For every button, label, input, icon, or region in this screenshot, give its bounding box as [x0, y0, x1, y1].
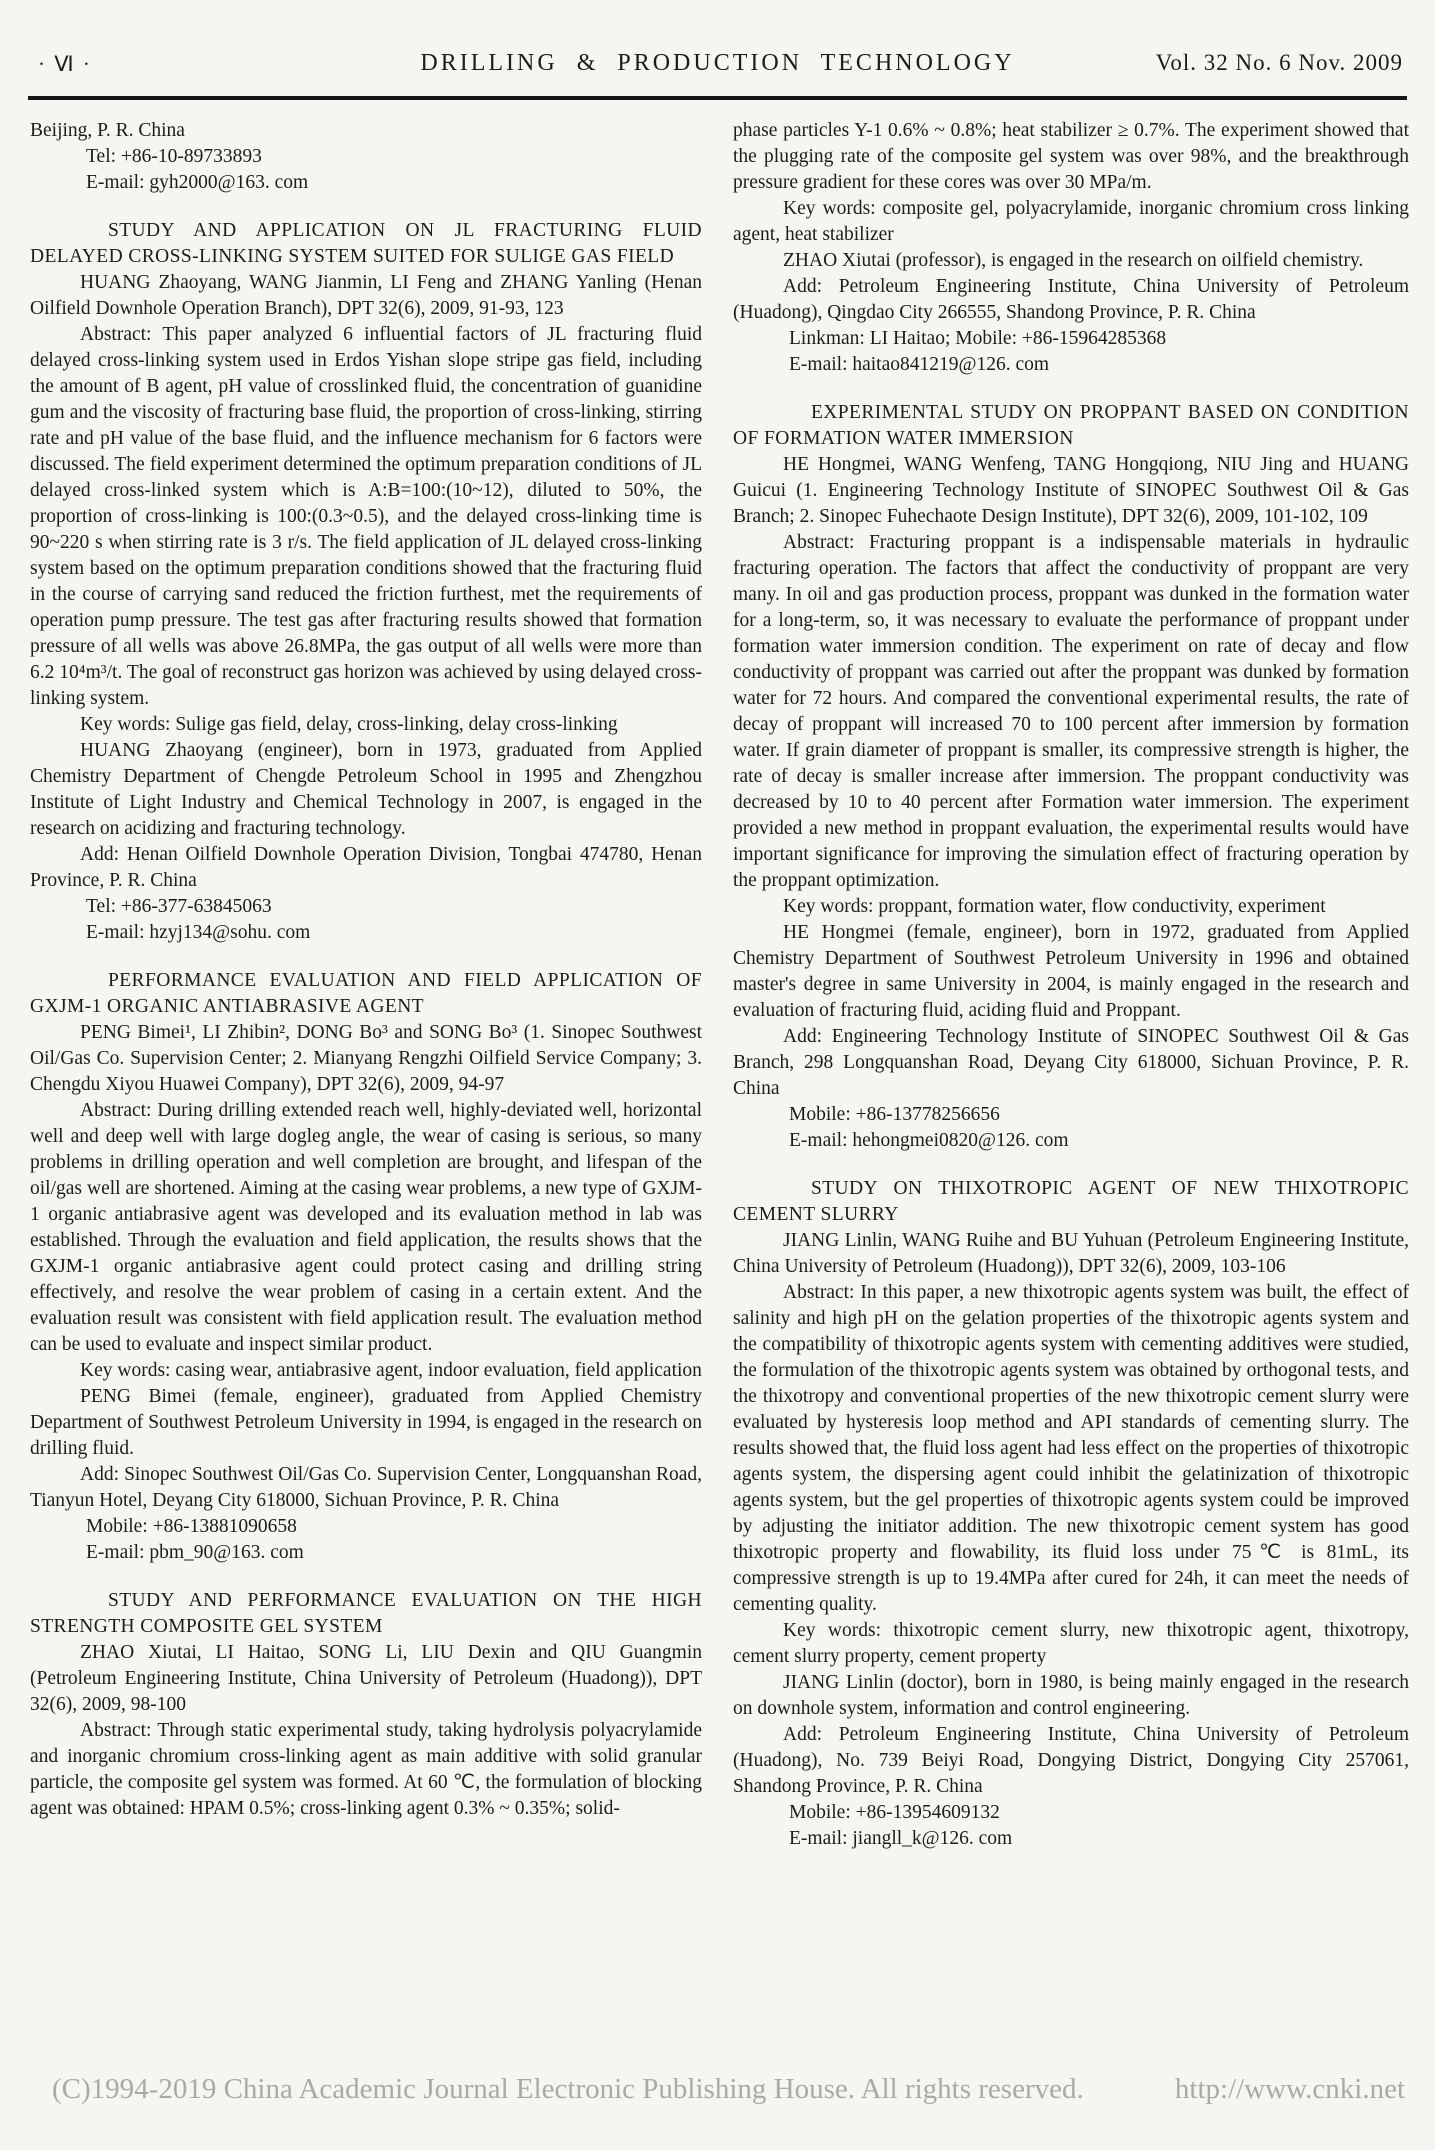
contact-line: Mobile: +86-13881090658	[86, 1516, 297, 1537]
contact-line: Tel: +86-377-63845063	[86, 896, 272, 917]
paragraph: HE Hongmei (female, engineer), born in 1972, graduated from Applied Chemistry Department of Southwest Petroleum University in 1996 and obtained master's degree in same University in 2004, is mainly engaged in the research and evaluation of fracturing fluid, aciding fluid and Proppant.	[733, 922, 1409, 1021]
section-heading: PERFORMANCE EVALUATION AND FIELD APPLICATION OF GXJM-1 ORGANIC ANTIABRASIVE AGENT	[30, 970, 702, 1017]
paragraph: Abstract: Fracturing proppant is a indispensable materials in hydraulic fracturing operation. The factors that affect the conductivity of proppant are very many. In oil and gas production process, proppant was dunked in the formation water for a long-term, so, it was necessary to evaluate the performance of proppant under formation water immersion condition. The experiment on rate of decay and flow conductivity of proppant was carried out after the proppant was dunked by formation water for 72 hours. And compared the conventional experimental results, the rate of decay of proppant will increased 70 to 100 percent after immersion by formation water. If grain diameter of proppant is smaller, its compressive strength is higher, the rate of decay is smaller increase after immersion. The proppant conductivity was decreased by 10 to 40 percent after Formation water immersion. The experiment provided a new method in proppant evaluation, the experimental results would have important significance for improving the simulation effect of fracturing operation by the proppant optimization.	[733, 532, 1409, 891]
contact-line: E-mail: gyh2000@163. com	[86, 172, 309, 193]
paragraph: Add: Sinopec Southwest Oil/Gas Co. Supervision Center, Longquanshan Road, Tianyun Hotel, Deyang City 618000, Sichuan Province, P. R. China	[30, 1464, 702, 1511]
contact-line: E-mail: pbm_90@163. com	[86, 1542, 304, 1563]
paragraph: ZHAO Xiutai (professor), is engaged in the research on oilfield chemistry.	[783, 250, 1364, 271]
section-heading: STUDY AND APPLICATION ON JL FRACTURING FLUID DELAYED CROSS-LINKING SYSTEM SUITED FOR SULIGE GAS FIELD	[30, 220, 702, 267]
paragraph: Add: Petroleum Engineering Institute, China University of Petroleum (Huadong), Qingdao City 266555, Shandong Province, P. R. China	[733, 276, 1409, 323]
paragraph: ZHAO Xiutai, LI Haitao, SONG Li, LIU Dexin and QIU Guangmin (Petroleum Engineering Institute, China University of Petroleum (Huadong)), DPT 32(6), 2009, 98-100	[30, 1642, 702, 1715]
paragraph: PENG Bimei¹, LI Zhibin², DONG Bo³ and SONG Bo³ (1. Sinopec Southwest Oil/Gas Co. Supervision Center; 2. Mianyang Rengzhi Oilfield Service Company; 3. Chengdu Xiyou Huawei Company), DPT 32(6), 2009, 94-97	[30, 1022, 702, 1095]
left-column	[30, 118, 702, 2070]
contact-line: Linkman: LI Haitao; Mobile: +86-15964285368	[789, 328, 1167, 349]
paragraph: Key words: thixotropic cement slurry, new thixotropic agent, thixotropy, cement slurry property, cement property	[733, 1620, 1409, 1667]
footer	[52, 2072, 1405, 2106]
paragraph: Abstract: In this paper, a new thixotropic agents system was built, the effect of salinity and high pH on the gelation properties of the thixotropic agents system and the compatibility of thixotropic agents system with cementing additives were studied, the formulation of the thixotropic agents system was obtained by orthogonal tests, and the thixotropy and conventional properties of the new thixotropic cement slurry were evaluated by hysteresis loop method and API standards of cementing slurry. The results showed that, the fluid loss agent had less effect on the properties of thixotropic agents system, the dispersing agent could inhibit the gelatinization of thixotropic agents system, but the gel properties of thixotropic agents system could be improved by adjusting the initiator addition. The new thixotropic cement system has good thixotropic property and flowability, its fluid loss under 75℃ is 81mL, its compressive strength is up to 19.4MPa after cured for 24h, it can meet the needs of cementing quality.	[733, 1282, 1409, 1615]
paragraph: Key words: casing wear, antiabrasive agent, indoor evaluation, field application	[80, 1360, 702, 1381]
paragraph: Add: Petroleum Engineering Institute, China University of Petroleum (Huadong), No. 739 Beiyi Road, Dongying District, Dongying City 257061, Shandong Province, P. R. China	[733, 1724, 1409, 1797]
section-heading: STUDY AND PERFORMANCE EVALUATION ON THE HIGH STRENGTH COMPOSITE GEL SYSTEM	[30, 1590, 702, 1637]
header-rule	[28, 96, 1407, 100]
paragraph: HUANG Zhaoyang, WANG Jianmin, LI Feng and ZHANG Yanling (Henan Oilfield Downhole Operation Branch), DPT 32(6), 2009, 91-93, 123	[30, 272, 702, 319]
contact-line: E-mail: hehongmei0820@126. com	[789, 1130, 1069, 1151]
contact-line: Tel: +86-10-89733893	[86, 146, 262, 167]
contact-line: Mobile: +86-13954609132	[789, 1802, 1000, 1823]
paragraph: Abstract: During drilling extended reach well, highly-deviated well, horizontal well and deep well with large dogleg angle, the wear of casing is serious, so many problems in drilling operation and well completion are brought, and lifespan of the oil/gas well are shortened. Aiming at the casing wear problems, a new type of GXJM-1 organic antiabrasive agent was developed and its evaluation method in lab was established. Through the evaluation and field application, the results shows that the GXJM-1 organic antiabrasive agent could protect casing and drilling string effectively, and resolve the wear problem of casing in a certain extent. And the evaluation result was consistent with field application result. The evaluation method can be used to evaluate and inspect similar product.	[30, 1100, 702, 1355]
journal-title: DRILLING & PRODUCTION TECHNOLOGY	[420, 50, 1015, 76]
contact-line: E-mail: haitao841219@126. com	[789, 354, 1050, 375]
contact-line: Mobile: +86-13778256656	[789, 1104, 1000, 1125]
paragraph: JIANG Linlin (doctor), born in 1980, is being mainly engaged in the research on downhole system, information and control engineering.	[733, 1672, 1409, 1719]
right-column	[733, 118, 1409, 2070]
paragraph: JIANG Linlin, WANG Ruihe and BU Yuhuan (Petroleum Engineering Institute, China University of Petroleum (Huadong)), DPT 32(6), 2009, 103-106	[733, 1230, 1409, 1277]
contact-line: E-mail: jiangll_k@126. com	[789, 1828, 1013, 1849]
section-heading: STUDY ON THIXOTROPIC AGENT OF NEW THIXOTROPIC CEMENT SLURRY	[733, 1178, 1409, 1225]
paragraph: Abstract: This paper analyzed 6 influential factors of JL fracturing fluid delayed cross-linking system used in Erdos Yishan slope stripe gas field, including the amount of B agent, pH value of crosslinked fluid, the concentration of guanidine gum and the viscosity of fracturing base fluid, the proportion of cross-linking, stirring rate and pH value of the base fluid, and the influence mechanism for 6 factors were discussed. The field experiment determined the optimum preparation conditions of JL delayed cross-linked system which is A:B=100:(10~12), diluted to 50%, the proportion of cross-linking is 100:(0.3~0.5), and the delayed cross-linking time is 90~220 s when stirring rate is 3 r/s. The field application of JL delayed cross-linking system based on the optimum preparation conditions showed that the fracturing fluid in the course of carrying sand reduced the friction furthest, met the requirements of operation pump pressure. The test gas after fracturing results showed that formation pressure of all wells was above 26.8MPa, the gas output of all wells were more than 6.2 10⁴m³/t. The goal of reconstruct gas horizon was achieved by using delayed cross-linking system.	[30, 324, 702, 709]
contact-line: E-mail: hzyj134@sohu. com	[86, 922, 311, 943]
paragraph: Add: Henan Oilfield Downhole Operation Division, Tongbai 474780, Henan Province, P. R. China	[30, 844, 702, 891]
paragraph: Beijing, P. R. China	[30, 120, 185, 141]
paragraph: HE Hongmei, WANG Wenfeng, TANG Hongqiong, NIU Jing and HUANG Guicui (1. Engineering Technology Institute of SINOPEC Southwest Oil & Gas Branch; 2. Sinopec Fuhechaote Design Institute), DPT 32(6), 2009, 101-102, 109	[733, 454, 1409, 527]
paragraph: Key words: Sulige gas field, delay, cross-linking, delay cross-linking	[80, 714, 618, 735]
copyright-notice: (C)1994-2019 China Academic Journal Electronic Publishing House. All rights reserved.	[52, 2073, 1084, 2105]
page-number: · Ⅵ ·	[38, 52, 92, 76]
paragraph: Abstract: Through static experimental study, taking hydrolysis polyacrylamide and inorganic chromium cross-linking agent as main additive with solid granular particle, the composite gel system was formed. At 60 ℃, the formulation of blocking agent was obtained: HPAM 0.5%; cross-linking agent 0.3% ~ 0.35%; solid-	[30, 1720, 702, 1819]
paragraph: phase particles Y-1 0.6% ~ 0.8%; heat stabilizer ≥ 0.7%. The experiment showed that the plugging rate of the composite gel system was over 98%, and the breakthrough pressure gradient for these cores was over 30 MPa/m.	[733, 120, 1409, 193]
paragraph: PENG Bimei (female, engineer), graduated from Applied Chemistry Department of Southwest Petroleum University in 1994, is engaged in the research on drilling fluid.	[30, 1386, 702, 1459]
paragraph: Add: Engineering Technology Institute of SINOPEC Southwest Oil & Gas Branch, 298 Longquanshan Road, Deyang City 618000, Sichuan Province, P. R. China	[733, 1026, 1409, 1099]
paragraph: Key words: composite gel, polyacrylamide, inorganic chromium cross linking agent, heat stabilizer	[733, 198, 1409, 245]
volume-issue-date: Vol. 32 No. 6 Nov. 2009	[1155, 50, 1403, 75]
paragraph: Key words: proppant, formation water, flow conductivity, experiment	[783, 896, 1326, 917]
footer-url: http://www.cnki.net	[1174, 2073, 1405, 2105]
section-heading: EXPERIMENTAL STUDY ON PROPPANT BASED ON CONDITION OF FORMATION WATER IMMERSION	[733, 402, 1409, 449]
paragraph: HUANG Zhaoyang (engineer), born in 1973, graduated from Applied Chemistry Department of Chengde Petroleum School in 1995 and Zhengzhou Institute of Light Industry and Chemical Technology in 2007, is engaged in the research on acidizing and fracturing technology.	[30, 740, 702, 839]
